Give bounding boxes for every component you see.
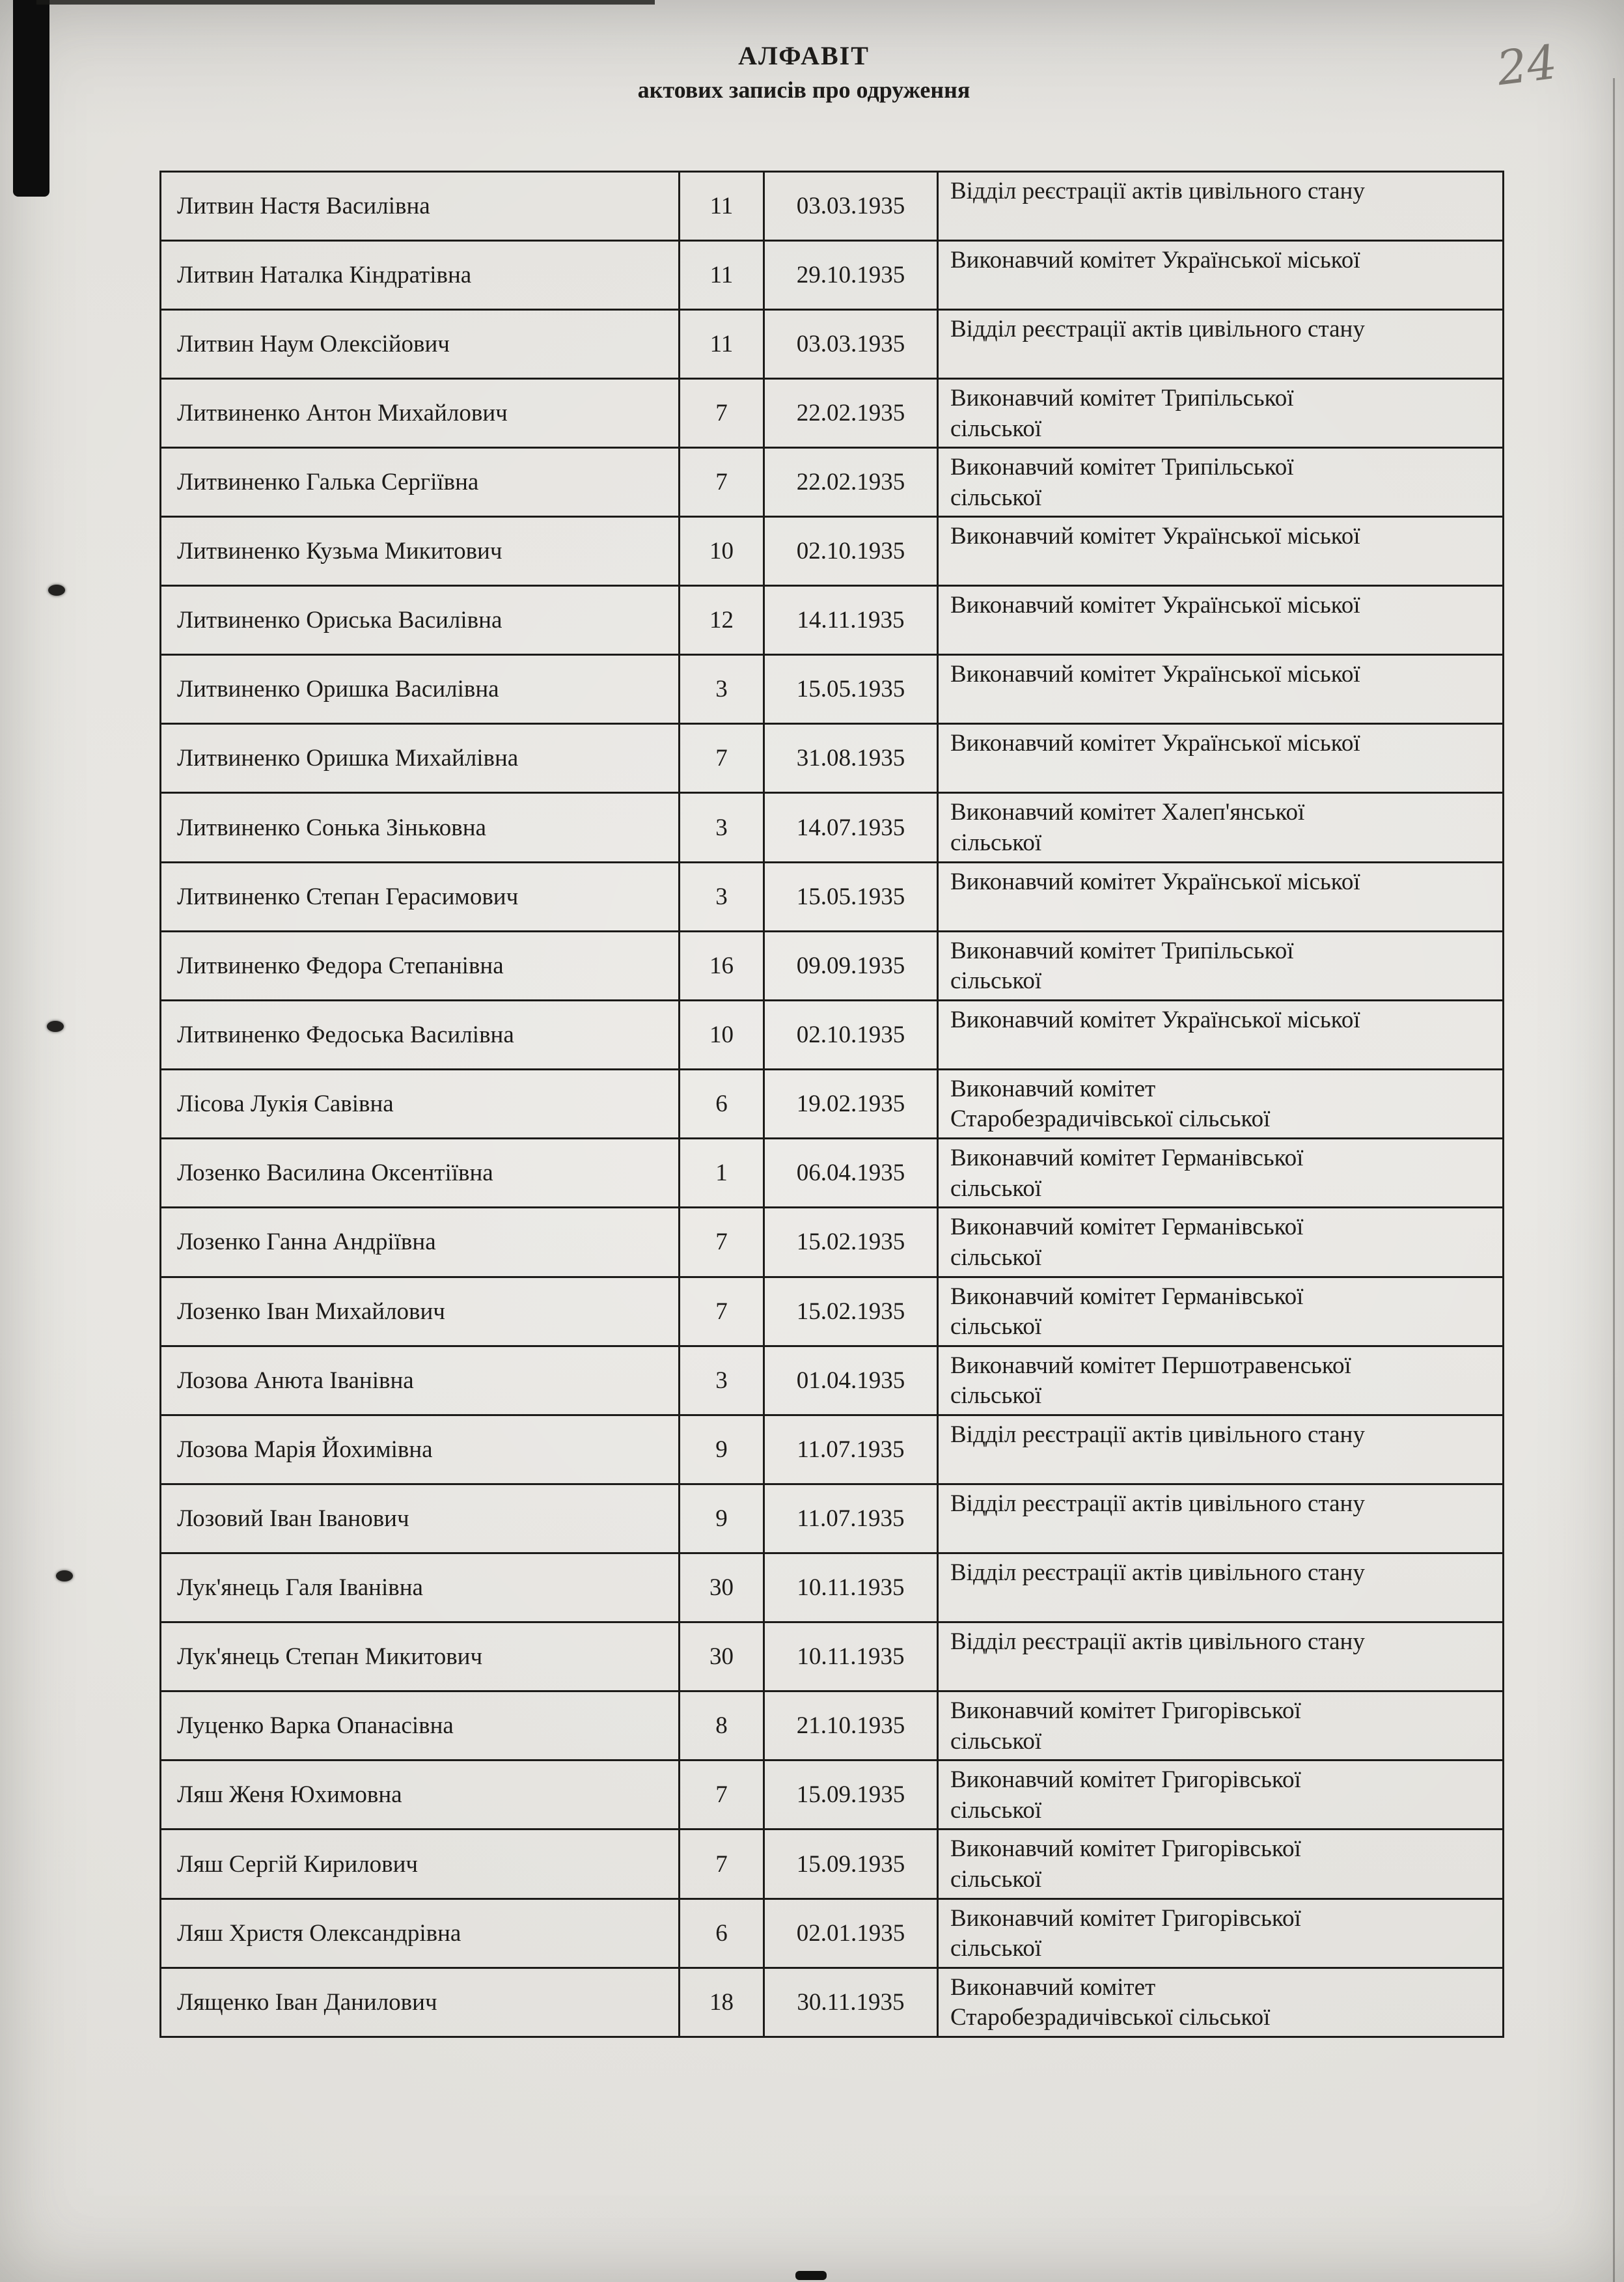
record-date-cell: 11.07.1935	[764, 1484, 938, 1553]
scan-artifact-top-edge	[36, 0, 655, 5]
record-number-cell: 3	[680, 1346, 764, 1415]
punch-hole-mark	[47, 1021, 64, 1032]
registration-office-cell	[938, 1069, 1504, 1138]
table-row	[161, 586, 1504, 655]
record-date-cell: 15.09.1935	[764, 1760, 938, 1830]
record-date-cell: 15.02.1935	[764, 1208, 938, 1277]
registration-office-cell	[938, 241, 1504, 310]
name-cell: Лозенко Василина Оксентіївна	[161, 1139, 680, 1208]
table-row	[161, 655, 1504, 724]
registration-office-cell	[938, 172, 1504, 241]
registration-office-cell	[938, 586, 1504, 655]
record-date-cell: 15.09.1935	[764, 1830, 938, 1899]
table-row	[161, 1346, 1504, 1415]
registration-office-cell	[938, 1139, 1504, 1208]
registration-office-cell	[938, 1968, 1504, 2037]
record-number-cell: 8	[680, 1691, 764, 1760]
name-cell: Лященко Іван Данилович	[161, 1968, 680, 2037]
table-row	[161, 1691, 1504, 1760]
document-title: АЛФАВІТ	[738, 41, 870, 70]
registration-office-text: Виконавчий комітет Української міської	[950, 523, 1360, 550]
name-cell: Литвиненко Антон Михайлович	[161, 379, 680, 448]
name-cell: Литвин Наталка Кіндратівна	[161, 241, 680, 310]
registration-office-text: Відділ реєстрації актів цивільного стану	[950, 178, 1365, 204]
table-row	[161, 1415, 1504, 1484]
registration-office-cell	[938, 310, 1504, 379]
record-date-cell: 01.04.1935	[764, 1346, 938, 1415]
registration-office-text: Виконавчий комітет Григорівської сільської	[950, 1904, 1301, 1962]
name-cell: Литвиненко Кузьма Микитович	[161, 517, 680, 586]
name-cell: Литвиненко Федора Степанівна	[161, 931, 680, 1000]
record-date-cell: 06.04.1935	[764, 1139, 938, 1208]
record-date-cell: 14.11.1935	[764, 586, 938, 655]
registration-office-cell	[938, 931, 1504, 1000]
record-number-cell: 10	[680, 1000, 764, 1069]
registration-office-cell	[938, 517, 1504, 586]
registration-office-cell	[938, 724, 1504, 793]
registration-office-text: Виконавчий комітет Григорівської сільської	[950, 1766, 1301, 1824]
name-cell: Литвиненко Галька Сергіївна	[161, 448, 680, 517]
name-cell: Ляш Христя Олександрівна	[161, 1899, 680, 1968]
registration-office-text: Відділ реєстрації актів цивільного стану	[950, 1628, 1365, 1655]
record-number-cell: 7	[680, 1760, 764, 1830]
registration-office-cell	[938, 1760, 1504, 1830]
registration-office-text: Виконавчий комітет Трипільської сільської	[950, 454, 1294, 511]
table-row	[161, 1553, 1504, 1622]
record-number-cell: 30	[680, 1553, 764, 1622]
record-date-cell: 22.02.1935	[764, 379, 938, 448]
name-cell: Лозовий Іван Іванович	[161, 1484, 680, 1553]
record-number-cell: 1	[680, 1139, 764, 1208]
name-cell: Лук'янець Степан Микитович	[161, 1622, 680, 1691]
registration-office-text: Відділ реєстрації актів цивільного стану	[950, 1421, 1365, 1448]
record-number-cell: 3	[680, 862, 764, 931]
table-row	[161, 862, 1504, 931]
name-cell: Лісова Лукія Савівна	[161, 1069, 680, 1138]
registration-office-cell	[938, 793, 1504, 862]
registration-office-text: Відділ реєстрації актів цивільного стану	[950, 1490, 1365, 1517]
table-row	[161, 310, 1504, 379]
document-header	[0, 40, 1608, 104]
record-date-cell: 21.10.1935	[764, 1691, 938, 1760]
table-row	[161, 1000, 1504, 1069]
record-number-cell: 3	[680, 793, 764, 862]
registration-office-text: Відділ реєстрації актів цивільного стану	[950, 1559, 1365, 1586]
record-number-cell: 11	[680, 241, 764, 310]
table-row	[161, 1622, 1504, 1691]
name-cell: Литвиненко Оришка Михайлівна	[161, 724, 680, 793]
record-date-cell: 11.07.1935	[764, 1415, 938, 1484]
name-cell: Литвиненко Степан Герасимович	[161, 862, 680, 931]
registration-office-cell	[938, 1346, 1504, 1415]
table-row	[161, 517, 1504, 586]
punch-hole-mark	[48, 585, 65, 596]
registration-office-text: Виконавчий комітет Халеп'янської сільської	[950, 799, 1305, 857]
registration-office-text: Виконавчий комітет Української міської	[950, 730, 1360, 757]
registration-office-text: Виконавчий комітет Першотравенської сільської	[950, 1352, 1351, 1410]
table-row	[161, 1069, 1504, 1138]
name-cell: Лозенко Іван Михайлович	[161, 1277, 680, 1346]
table-row	[161, 1208, 1504, 1277]
punch-hole-mark	[56, 1570, 73, 1581]
registration-office-text: Виконавчий комітет Германівської сільської	[950, 1145, 1304, 1202]
registration-office-text: Відділ реєстрації актів цивільного стану	[950, 316, 1365, 342]
registration-office-text: Виконавчий комітет Трипільської сільської	[950, 385, 1294, 442]
name-cell: Луценко Варка Опанасівна	[161, 1691, 680, 1760]
name-cell: Литвиненко Федоська Василівна	[161, 1000, 680, 1069]
table-row	[161, 379, 1504, 448]
name-cell: Ляш Женя Юхимовна	[161, 1760, 680, 1830]
name-cell: Лозенко Ганна Андріївна	[161, 1208, 680, 1277]
registration-office-text: Виконавчий комітет Української міської	[950, 868, 1360, 895]
record-number-cell: 9	[680, 1484, 764, 1553]
registration-office-text: Виконавчий комітет Української міської	[950, 592, 1360, 619]
record-number-cell: 7	[680, 1277, 764, 1346]
record-number-cell: 6	[680, 1899, 764, 1968]
registration-office-cell	[938, 1277, 1504, 1346]
name-cell: Литвиненко Сонька Зіньковна	[161, 793, 680, 862]
table-row	[161, 724, 1504, 793]
record-number-cell: 7	[680, 1208, 764, 1277]
scan-artifact-bottom-speck	[795, 2271, 827, 2280]
registration-office-cell	[938, 1830, 1504, 1899]
record-date-cell: 03.03.1935	[764, 310, 938, 379]
name-cell: Лозова Марія Йохимівна	[161, 1415, 680, 1484]
registration-office-text: Виконавчий комітет Григорівської сільської	[950, 1697, 1301, 1755]
table-row	[161, 1830, 1504, 1899]
record-date-cell: 09.09.1935	[764, 931, 938, 1000]
record-date-cell: 29.10.1935	[764, 241, 938, 310]
record-number-cell: 12	[680, 586, 764, 655]
table-row	[161, 1760, 1504, 1830]
record-date-cell: 03.03.1935	[764, 172, 938, 241]
scan-artifact-right-edge	[1613, 78, 1615, 2282]
record-date-cell: 14.07.1935	[764, 793, 938, 862]
record-date-cell: 15.02.1935	[764, 1277, 938, 1346]
name-cell: Литвин Настя Василівна	[161, 172, 680, 241]
table-row	[161, 1139, 1504, 1208]
table-row	[161, 1968, 1504, 2037]
registration-office-cell	[938, 448, 1504, 517]
registration-office-text: Виконавчий комітет Української міської	[950, 247, 1360, 273]
registration-office-cell	[938, 655, 1504, 724]
registration-office-text: Виконавчий комітет Трипільської сільської	[950, 937, 1294, 995]
record-number-cell: 30	[680, 1622, 764, 1691]
record-date-cell: 10.11.1935	[764, 1622, 938, 1691]
registration-office-text: Виконавчий комітет Старобезрадичівської сільської	[950, 1075, 1271, 1133]
name-cell: Литвиненко Оришка Василівна	[161, 655, 680, 724]
registration-office-text: Виконавчий комітет Старобезрадичівської сільської	[950, 1973, 1271, 2031]
record-date-cell: 10.11.1935	[764, 1553, 938, 1622]
name-cell: Литвин Наум Олексійович	[161, 310, 680, 379]
record-date-cell: 02.10.1935	[764, 517, 938, 586]
registration-office-cell	[938, 1484, 1504, 1553]
record-date-cell: 02.10.1935	[764, 1000, 938, 1069]
record-number-cell: 11	[680, 310, 764, 379]
registration-office-cell	[938, 1691, 1504, 1760]
record-number-cell: 7	[680, 724, 764, 793]
record-date-cell: 15.05.1935	[764, 655, 938, 724]
name-cell: Лозова Анюта Іванівна	[161, 1346, 680, 1415]
registration-office-text: Виконавчий комітет Української міської	[950, 661, 1360, 688]
table-row	[161, 172, 1504, 241]
table-row	[161, 1484, 1504, 1553]
record-date-cell: 15.05.1935	[764, 862, 938, 931]
record-number-cell: 10	[680, 517, 764, 586]
registration-office-text: Виконавчий комітет Української міської	[950, 1006, 1360, 1033]
registration-office-cell	[938, 1553, 1504, 1622]
marriage-records-table	[159, 171, 1504, 2038]
table-row	[161, 1899, 1504, 1968]
handwritten-page-number: 24	[1494, 34, 1560, 96]
name-cell: Литвиненко Ориська Василівна	[161, 586, 680, 655]
name-cell: Ляш Сергій Кирилович	[161, 1830, 680, 1899]
record-date-cell: 31.08.1935	[764, 724, 938, 793]
record-date-cell: 30.11.1935	[764, 1968, 938, 2037]
registration-office-cell	[938, 1899, 1504, 1968]
record-number-cell: 16	[680, 931, 764, 1000]
record-number-cell: 9	[680, 1415, 764, 1484]
record-date-cell: 22.02.1935	[764, 448, 938, 517]
table-row	[161, 1277, 1504, 1346]
record-number-cell: 7	[680, 1830, 764, 1899]
registration-office-cell	[938, 379, 1504, 448]
registration-office-text: Виконавчий комітет Германівської сільської	[950, 1283, 1304, 1341]
table-row	[161, 793, 1504, 862]
record-date-cell: 02.01.1935	[764, 1899, 938, 1968]
record-number-cell: 7	[680, 379, 764, 448]
record-number-cell: 18	[680, 1968, 764, 2037]
records-table-body	[161, 172, 1504, 2037]
registration-office-cell	[938, 862, 1504, 931]
record-number-cell: 11	[680, 172, 764, 241]
record-number-cell: 3	[680, 655, 764, 724]
document-subtitle: актових записів про одруження	[637, 77, 970, 103]
record-number-cell: 6	[680, 1069, 764, 1138]
table-row	[161, 241, 1504, 310]
record-number-cell: 7	[680, 448, 764, 517]
registration-office-cell	[938, 1000, 1504, 1069]
registration-office-cell	[938, 1415, 1504, 1484]
record-date-cell: 19.02.1935	[764, 1069, 938, 1138]
name-cell: Лук'янець Галя Іванівна	[161, 1553, 680, 1622]
registration-office-cell	[938, 1208, 1504, 1277]
registration-office-text: Виконавчий комітет Германівської сільської	[950, 1214, 1304, 1271]
table-row	[161, 448, 1504, 517]
registration-office-cell	[938, 1622, 1504, 1691]
table-row	[161, 931, 1504, 1000]
registration-office-text: Виконавчий комітет Григорівської сільської	[950, 1835, 1301, 1893]
